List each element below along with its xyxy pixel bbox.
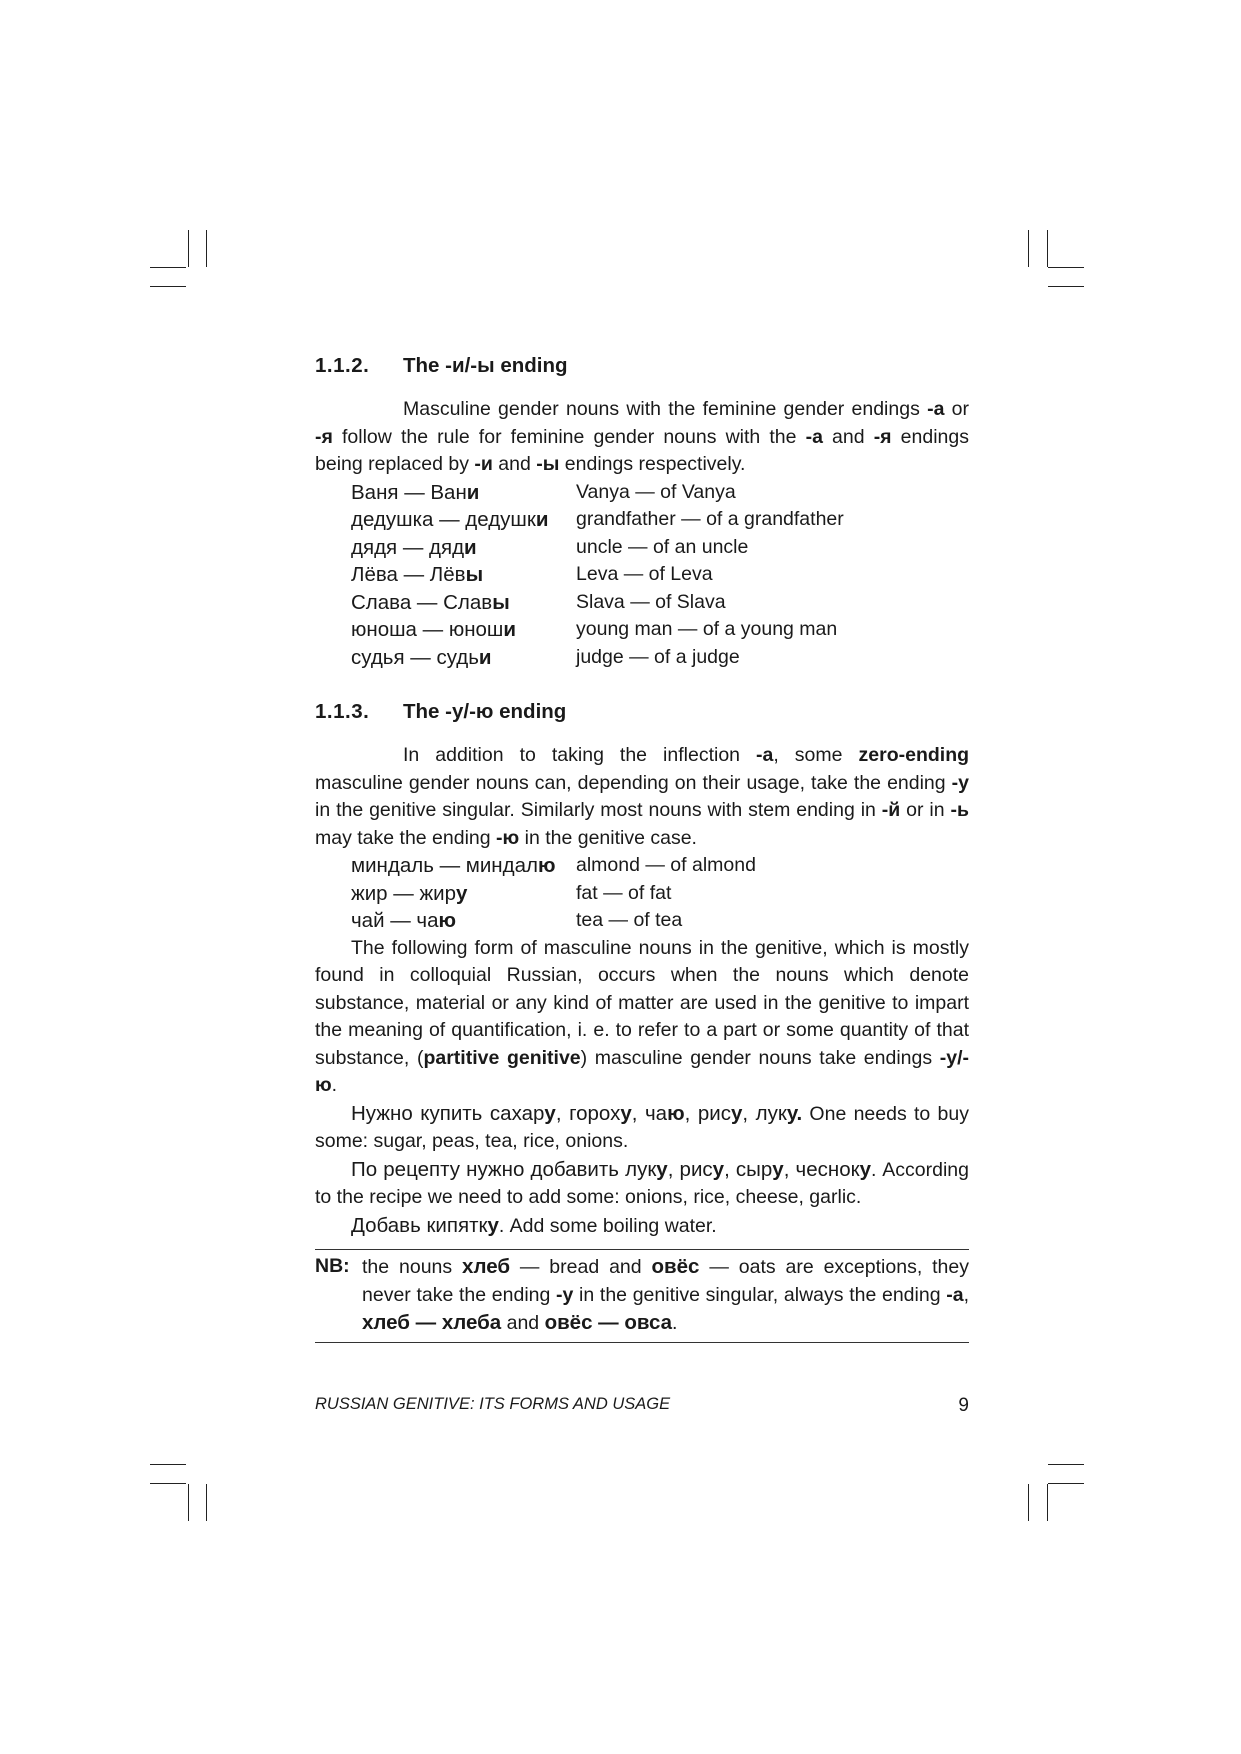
example-english: fat — of fat [576,881,672,904]
text-run: zero-ending [858,744,970,766]
text-run: -я [873,425,892,448]
example-russian: дедушка — дедушки [351,508,549,531]
text-run: овёс — овса [544,1311,673,1334]
text-run: partitive genitive [423,1046,581,1069]
page-content [315,352,969,1343]
text-run: -ю [496,826,520,849]
text-run: follow the rule for feminine gender nouns with the [332,425,806,448]
text-run: -й [881,799,901,821]
section-1-1-3-heading [315,698,969,726]
example-english: judge — of a judge [576,645,740,668]
example-russian: жир — жиру [351,881,468,905]
text-run: у [772,1157,784,1181]
text-run: -у [951,771,969,794]
example-sentence-2 [315,1156,969,1212]
text-run: in the genitive singular. Similarly most nouns with stem ending in [315,799,882,821]
example-row [315,479,969,507]
text-run: , чеснок [783,1157,860,1181]
example-english: Leva — of Leva [576,563,713,585]
heading-ending: -у/-ю [445,700,494,723]
text-run: Добавь кипятк [351,1213,488,1237]
section-1-1-2-examples [315,479,969,672]
section-number: 1.1.2. [315,354,370,377]
example-russian: судья — судьи [351,645,492,669]
text-run: у [487,1213,499,1237]
text-run: or in [900,799,951,821]
text-run: у [544,1101,556,1125]
heading-text-end: ending [493,700,567,723]
heading-ending: -и/-ы [445,354,495,377]
text-run: -а [756,744,774,766]
text-run: Masculine gender nouns with the feminine gender endings [403,398,928,420]
example-english: Slava — of Slava [576,590,726,613]
example-sentence-3 [315,1212,969,1241]
text-run: овёс [651,1255,700,1278]
text-run: -а [927,398,945,420]
example-english: young man — of a young man [576,618,838,640]
example-english: almond — of almond [576,854,756,876]
example-english: uncle — of an uncle [576,535,749,558]
section-1-1-2-paragraph [315,396,969,479]
page-number: 9 [958,1395,969,1416]
text-run: the nouns [362,1256,463,1278]
example-english: tea — of tea [576,909,683,931]
running-title: RUSSIAN GENITIVE: ITS FORMS AND USAGE [315,1395,671,1413]
section-1-1-3-examples [315,852,969,935]
text-run: , рис [684,1101,731,1125]
text-run: Нужно купить сахар [351,1101,545,1125]
text-run: -и [474,453,493,475]
text-run: . [672,1312,678,1334]
heading-text: The [403,700,446,723]
text-run: , some [773,744,859,766]
heading-text-end: ending [494,354,568,377]
section-1-1-2-heading [315,352,969,380]
text-run: у [730,1101,743,1125]
example-row [315,534,969,562]
text-run: , лук [742,1101,787,1125]
text-run: у [656,1157,668,1181]
example-english: Vanya — of Vanya [576,480,736,503]
example-row [315,589,969,617]
text-run: in the genitive case. [519,826,697,849]
example-russian: Слава — Славы [351,590,510,614]
text-run: , [963,1283,969,1306]
text-run: , ча [631,1101,668,1125]
text-run: or [944,398,969,420]
text-run: The following form of masculine nouns in the genitive, which is mostly found in colloquial Russian, occurs when the nouns which denote substance, material or any kind of matter are used in the genitive to impart the meaning of quantification, i. e. to refer to a part or some quantity of that substance, ( [315,936,969,1069]
text-run: and [822,425,874,448]
text-run: and [492,453,537,475]
example-english: grandfather — of a grandfather [576,508,844,530]
text-run: -у/-ю [315,1046,969,1096]
example-russian: Лёва — Лёвы [351,563,484,586]
text-run: , рис [667,1157,713,1181]
example-russian: дядя — дяди [351,535,477,559]
section-1-1-3-paragraph-2 [315,935,969,1100]
page-footer [315,1395,969,1417]
example-row [315,880,969,908]
heading-text: The [403,354,446,377]
text-run: -а [805,425,823,448]
example-sentence-1 [315,1100,969,1156]
text-run: у. [786,1101,803,1125]
text-run: . Add some boiling water. [498,1214,717,1237]
example-russian: чай — чаю [351,909,457,932]
nb-note [315,1249,969,1343]
text-run: По рецепту нужно добавить лук [351,1157,657,1181]
text-run: , горох [555,1101,621,1125]
text-run: ) masculine gender nouns take endings [580,1046,940,1069]
text-run: -я [315,425,333,448]
nb-text [362,1253,969,1338]
text-run: endings being replaced by [315,425,969,475]
example-row [315,852,969,880]
section-1-1-3-paragraph-1 [315,742,969,852]
text-run: masculine gender nouns can, depending on their usage, take the ending [315,771,952,794]
example-row [315,561,969,589]
text-run: -ы [536,453,560,475]
text-run: ю [667,1101,685,1125]
text-run: and [501,1312,545,1334]
example-row [315,907,969,935]
example-row [315,616,969,644]
section-number: 1.1.3. [315,700,370,723]
text-run: In addition to taking the inflection [403,744,757,766]
text-run: endings respectively. [559,453,746,475]
example-russian: юноша — юноши [351,618,516,641]
example-row [315,644,969,672]
text-run: у [620,1101,632,1125]
example-row [315,506,969,534]
text-run: — oats are exceptions, they never take the ending [362,1256,969,1306]
text-run: . According to the recipe we need to add some: onions, rice, cheese, garlic. [315,1158,969,1208]
text-run: in the genitive singular, always the ending [573,1283,947,1306]
example-russian: Ваня — Вани [351,480,480,504]
text-run: . [331,1074,338,1096]
example-russian: миндаль — миндалю [351,854,556,877]
text-run: One needs to buy some: sugar, peas, tea, rice, onions. [315,1102,969,1152]
text-run: , сыр [724,1157,773,1181]
text-run: may take the ending [315,826,497,849]
text-run: хлеб — хлеба [362,1311,502,1334]
text-run: у [859,1157,871,1181]
text-run: -а [946,1283,964,1306]
text-run: — bread and [510,1256,652,1278]
nb-label: NB: [315,1255,350,1277]
text-run: хлеб [462,1255,510,1278]
text-run: -у [556,1283,574,1306]
text-run: -ь [950,799,969,821]
text-run: у [712,1157,725,1181]
